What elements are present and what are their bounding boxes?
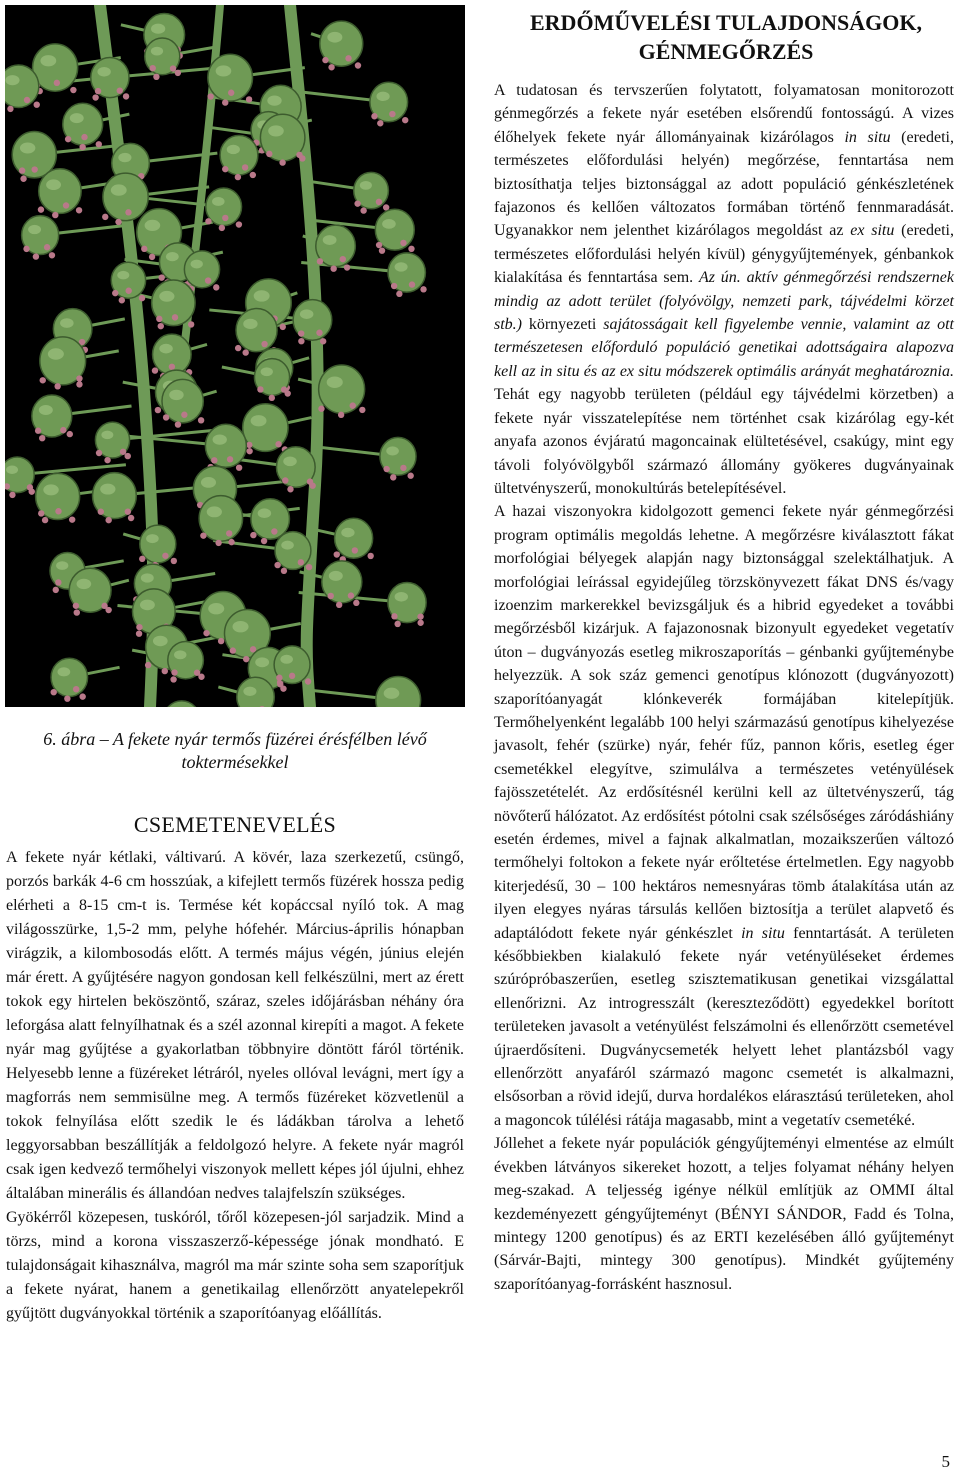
capsule-highlight [60, 318, 74, 328]
stigma-lobe [105, 517, 111, 523]
stigma-lobe [306, 564, 312, 570]
figure-caption [10, 728, 460, 774]
stigma-lobe [298, 330, 304, 336]
stigma-lobe [400, 465, 406, 471]
stigma-lobe [355, 62, 361, 68]
stigma-lobe [158, 274, 164, 280]
stigma-lobe [34, 101, 40, 107]
italic-term: ex situ [850, 222, 895, 240]
capsule-highlight [268, 125, 284, 136]
figure-caption-line-1: 6. ábra – A fekete nyár termős füzérei érésfélben lévő [43, 729, 427, 749]
stigma-lobe [158, 323, 164, 329]
capsule-highlight [145, 220, 161, 231]
left-column-text [6, 846, 464, 1326]
stigma-lobe [205, 218, 211, 224]
section-heading-line-2: GÉNMEGŐRZÉS [638, 39, 814, 64]
stigma-lobe [408, 246, 414, 252]
stigma-lobe [305, 678, 311, 684]
capsule-highlight [166, 252, 179, 261]
stigma-lobe [274, 562, 280, 568]
stigma-lobe [52, 212, 58, 218]
stigma-lobe [328, 593, 334, 599]
stigma-lobe [163, 414, 169, 420]
capsule [184, 251, 219, 288]
capsule-highlight [28, 225, 41, 234]
stigma-lobe [79, 144, 85, 150]
text-run: környezeti [522, 316, 604, 334]
stigma-lobe [101, 603, 107, 609]
capsule-highlight [213, 434, 227, 444]
stigma-lobe [407, 473, 413, 479]
capsule-highlight [174, 650, 186, 659]
stigma-lobe [39, 435, 45, 441]
stigma-lobe [360, 207, 366, 213]
capsule-highlight [227, 145, 240, 154]
capsule-highlight [191, 260, 203, 269]
small-caps-name: BÉNYI SÁNDOR [720, 1205, 843, 1223]
stigma-lobe [383, 466, 389, 472]
stigma-lobe [150, 65, 156, 71]
stigma-lobe [170, 65, 176, 71]
capsule-highlight [327, 376, 343, 387]
stigma-lobe [24, 97, 30, 103]
stigma-lobe [169, 364, 175, 370]
stigma-lobe [136, 624, 142, 630]
stigma-lobe [162, 668, 168, 674]
stigma-lobe [279, 159, 285, 165]
stigma-lobe [236, 464, 242, 470]
stigma-lobe [345, 55, 351, 61]
stigma-lobe [102, 214, 108, 220]
capsule-highlight [386, 446, 399, 455]
stigma-lobe [376, 199, 382, 205]
capsule [140, 525, 176, 563]
text-run: A tudatosan és tervszerűen folytatott, folyamatosan monitorozott génmegőrzés a fekete nyár esetében elsőrendű fontosságú. A vizes élőhelyek fekete nyár állományainak kizárólagos [494, 82, 954, 146]
capsule-highlight [329, 571, 343, 581]
stigma-lobe [20, 176, 26, 182]
stigma-lobe [320, 338, 326, 344]
stigma-lobe [277, 681, 283, 687]
capsule-highlight [56, 561, 68, 570]
stigma-lobe [7, 106, 13, 112]
stigma-lobe [318, 406, 324, 412]
stigma-lobe [276, 675, 282, 681]
stigma-lobe [269, 395, 275, 401]
stigma-lobe [92, 94, 98, 100]
capsule [5, 65, 39, 108]
stigma-lobe [219, 225, 225, 231]
stigma-lobe [281, 568, 287, 574]
stigma-lobe [336, 602, 342, 608]
stigma-lobe [170, 676, 176, 682]
capsule-highlight [395, 592, 408, 602]
stigma-lobe [23, 246, 29, 252]
stigma-lobe [27, 484, 33, 490]
capsule-highlight [6, 465, 18, 474]
stigma-lobe [171, 558, 177, 564]
stigma-lobe [40, 377, 46, 383]
stigma-lobe [228, 90, 234, 96]
capsule-highlight [159, 291, 174, 302]
capsule-highlight [140, 600, 155, 611]
capsule-highlight [267, 96, 281, 106]
stigma-lobe [280, 324, 286, 330]
stigma-lobe [340, 256, 346, 262]
stigma-lobe [200, 532, 206, 538]
stigma-lobe [156, 316, 162, 322]
stigma-lobe [389, 111, 395, 117]
capsule-highlight [300, 309, 314, 319]
stigma-lobe [76, 375, 82, 381]
stigma-lobe [222, 166, 228, 172]
stigma-lobe [136, 630, 142, 636]
text-run: (eredeti, természetes előfordulási helyén kívül) génygyűjtemények, génbankok kialakítása és fenntartása sem. [494, 222, 954, 287]
stigma-lobe [125, 508, 131, 514]
stigma-lobe [38, 206, 44, 212]
stigma-lobe [49, 252, 55, 258]
stigma-lobe [296, 152, 302, 158]
stigma-lobe [205, 277, 211, 283]
stigma-lobe [266, 151, 272, 157]
stigma-lobe [250, 532, 256, 538]
stigma-lobe [33, 253, 39, 259]
capsule-highlight [201, 477, 216, 488]
capsule-highlight [258, 508, 271, 518]
right-column-text [494, 79, 954, 1296]
capsule-highlight [233, 621, 249, 632]
stigma-lobe [261, 341, 267, 347]
stigma-lobe [379, 247, 385, 253]
capsule-highlight [208, 603, 224, 614]
stigma-lobe [402, 117, 408, 123]
stigma-lobe [74, 609, 80, 615]
capsule-highlight [212, 197, 225, 206]
capsule-highlight [327, 32, 342, 43]
stigma-lobe [352, 547, 358, 553]
stigma-lobe [64, 695, 70, 701]
stigma-lobe [316, 330, 322, 336]
capsule-highlight [141, 573, 154, 582]
stigma-lobe [104, 457, 110, 463]
stigma-lobe [353, 600, 359, 606]
stigma-lobe [338, 412, 344, 418]
stigma-lobe [128, 515, 134, 521]
capsule [51, 658, 87, 696]
stigma-lobe [73, 686, 79, 692]
stigma-lobe [417, 620, 423, 626]
stigma-lobe [257, 386, 263, 392]
stigma-lobe [60, 427, 66, 433]
stigma-lobe [181, 412, 187, 418]
stigma-lobe [213, 284, 219, 290]
capsule-highlight [254, 290, 270, 301]
stigma-lobe [69, 516, 75, 522]
stigma-lobe [298, 559, 304, 565]
capsule-highlight [243, 687, 256, 696]
stigma-lobe [76, 381, 82, 387]
stigma-lobe [9, 492, 15, 498]
capsule [236, 309, 277, 352]
stigma-lobe [215, 540, 221, 546]
stigma-lobe [417, 613, 423, 619]
stigma-lobe [222, 215, 228, 221]
stigma-lobe [203, 630, 209, 636]
stigma-lobe [275, 441, 281, 447]
capsule-highlight [360, 181, 372, 190]
stigma-lobe [67, 431, 73, 437]
capsule-highlight [20, 143, 35, 154]
stigma-lobe [391, 613, 397, 619]
italic-term: in situ [844, 128, 891, 146]
stigma-lobe [350, 402, 356, 408]
stigma-lobe [172, 314, 178, 320]
stigma-lobe [390, 474, 396, 480]
stigma-lobe [145, 662, 151, 668]
stigma-lobe [218, 638, 224, 644]
stigma-lobe [400, 240, 406, 246]
text-run: A hazai viszonyokra kidolgozott gemenci fekete nyár génmegőrzési program optimális megoldás lehetne. A megőrzésre kiválasztott fákat morfológiai bélyegek alapján nagy biztonsággal szelektálhatjuk. A morfológiai leírással egyidejűleg törzskönyvezett fákat DNS és/vagy izoenzim markerekkel bevizsgáljuk és a hibrid egyedeket a további megőrzésből kizárjuk. A fajazonosnak bizonyult egyedeket vegetatív úton – dugványozás esetleg mikroszaporítás – génbanki gyűjteménybe helyezzük. A sok száz gemenci genotípus klónozott (dugványozott) szaporítóanyagát klónkeverék formájában kitelepítjük. Termőhelyenként legalább 100 helyi származású genotípus kihelyezése javasolt, fehér (szürke) nyár, fehér fűz, pannon kőris, esetleg éger csemetékkel elegyítve, szimulálva a természetes vetényülések fajösszetételét. Az erdősítésnél kerülni kell az ültetvényszerű, tág növőterű hálózatot. Az erdősítést pótolni csak szélsőséges záródáshiány esetén érdemes, mivel a fajnak alkalmatlan, mozaikszerűen változó termőhelyi foltokon a fekete nyár erőltetése értelmetlen. Egy nagyobb kiterjedésű, 30 – 100 hektáros nemesnyáras tömb átalakítása után az ilyen elegyes nyáras társulás kellően biztosítja a terület alapvető és adaptálódott fekete nyár génkészlet [494, 503, 954, 942]
stigma-lobe [289, 673, 295, 679]
figure-caption-line-2: toktermésekkel [181, 752, 289, 772]
right-paragraph-1 [494, 79, 954, 500]
stigma-lobe [53, 587, 59, 593]
section-heading-genmegorzes [496, 8, 956, 66]
capsule-highlight [341, 528, 354, 538]
capsule-highlight [159, 344, 172, 354]
stigma-lobe [51, 689, 57, 695]
section-heading-csemetenevelés: CSEMETENEVELÉS [133, 812, 337, 837]
italic-term: in situ [741, 924, 785, 942]
stigma-lobe [54, 383, 60, 389]
stigma-lobe [81, 134, 87, 140]
stigma-lobe [367, 553, 373, 559]
stigma-lobe [63, 202, 69, 208]
text-run: Jóllehet a fekete nyár populációk géngyűjteményi elmentése az elmúlt években látványos sikereket hozott, a teljes folyamat néhány helyen meg-szakad. A teljesség igénye nélkül említjük az OMMI által kezdeményezett géngyűjteményt ( [494, 1135, 954, 1223]
stigma-lobe [359, 407, 365, 413]
stigma-lobe [246, 448, 252, 454]
stigma-lobe [139, 556, 145, 562]
stigma-lobe [119, 297, 125, 303]
capsule-highlight [280, 655, 293, 664]
text-run: (eredeti, természetes előfordulási helyén) megőrzése, fenntartása nem biztosíthatja teljes biztonsággal az adott populáció génkészletének fajazonos és kellően változatos formában történő fennmaradását. Ugyanakkor nem jelenthet kizárólagos megoldást az [494, 128, 954, 240]
capsule-highlight [118, 153, 131, 162]
stigma-lobe [194, 669, 200, 675]
stigma-lobe [153, 74, 159, 80]
stigma-lobe [376, 242, 382, 248]
stigma-lobe [175, 70, 181, 76]
stigma-lobe [125, 209, 131, 215]
stigma-lobe [175, 421, 181, 427]
stigma-lobe [65, 136, 71, 142]
stigma-lobe [235, 174, 241, 180]
right-paragraph-3 [494, 1132, 954, 1296]
catkin-illustration [5, 5, 465, 707]
capsule-highlight [382, 219, 396, 229]
stigma-lobe [236, 221, 242, 227]
stigma-lobe [55, 579, 61, 585]
stigma-lobe [42, 517, 48, 523]
stigma-lobe [328, 64, 334, 70]
left-paragraph-2: Gyökérről közepesen, tuskóról, tőről közepesen-jól sarjadzik. Mind a törzs, mind a korona visszaszerző-képessége jónak mondható. E tulajdonságait kihasználva, magról ma már szinte soha sem szaporítjuk a fekete nyárat, hanem a genetikailag ellenőrzött anyatelepekről gyűjtött dugványokkal történik a szaporítóanyag előállítás. [6, 1209, 464, 1322]
capsule-highlight [117, 271, 129, 280]
stigma-lobe [171, 669, 177, 675]
section-heading-line-1: ERDŐMŰVELÉSI TULAJDONSÁGOK, [530, 10, 922, 35]
stigma-lobe [227, 456, 233, 462]
stigma-lobe [35, 428, 41, 434]
stigma-lobe [228, 539, 234, 545]
stigma-lobe [198, 417, 204, 423]
stigma-lobe [98, 509, 104, 515]
stigma-lobe [120, 449, 126, 455]
stigma-lobe [222, 99, 228, 105]
stigma-lobe [243, 656, 249, 662]
capsule-highlight [395, 262, 408, 271]
stigma-lobe [261, 538, 267, 544]
stigma-lobe [19, 167, 25, 173]
stigma-lobe [31, 166, 37, 172]
capsule-highlight [5, 75, 19, 85]
stigma-lobe [152, 367, 158, 373]
capsule-highlight [376, 92, 389, 101]
page-number: 5 [941, 1452, 950, 1471]
stigma-lobe [235, 345, 241, 351]
stigma-lobe [211, 457, 217, 463]
stigma-lobe [344, 264, 350, 270]
stigma-lobe [348, 592, 354, 598]
capsule-highlight [39, 405, 53, 415]
stigma-lobe [79, 693, 85, 699]
stigma-lobe [371, 113, 377, 119]
stigma-lobe [377, 120, 383, 126]
capsule-highlight [261, 367, 273, 376]
stigma-lobe [409, 281, 415, 287]
capsule [39, 169, 81, 214]
stigma-lobe [271, 528, 277, 534]
stigma-lobe [246, 96, 252, 102]
stigma-lobe [95, 88, 101, 94]
capsule-highlight [97, 67, 110, 77]
capsule-highlight [216, 65, 232, 76]
stigma-lobe [112, 290, 118, 296]
left-paragraph-1: A fekete nyár kétlaki, váltivarú. A kövér, laza szerkezetű, csüngő, porzós barkák 4-6 cm hosszúak, a kifejlett termős füzérek hossza pedig elérheti a 8-15 cm-t is. Termése két kopáccsal nyíló tok. A mag világosszürke, 1,5-2 mm, pelyhe hófehér. Március-április hónapban virágzik, a kilombosodás előtt. A termés május végén, június elején már érett. A gyűjtésére nagyon gondosan kell felkészülni, mert az érett tokok egy hirtelen beköszöntő, száraz, szeles időjárásban néhány óra leforgása alatt felnyílhatnak és a szél azonnal kirepíti a magot. A fekete nyár mag gyűjtése a gyakorlatban többnyire döntött fáról történik. Helyesebb lenne a füzéreket létráról, nyeles ollóval levágni, mert így a magforrás nem semmisülne meg. A termős füzéreket közvetlenül a tokok felnyílása előtt szedik le és ládákban tárolva a lehető leggyorsabban beszállítják a feldolgozó helyre. A fekete nyár magról csak igen kedvező termőhelyi viszonyok mellett képes jól újulni, ehhez általában minerális és állandóan nedves talajfelszín szükséges. [6, 849, 464, 1202]
stigma-lobe [242, 164, 248, 170]
figure-photo-poplar-catkins [5, 5, 465, 707]
stigma-lobe [115, 219, 121, 225]
capsule-highlight [255, 657, 269, 667]
capsule-highlight [77, 579, 92, 589]
stigma-lobe [123, 93, 129, 99]
capsule-highlight [57, 667, 70, 676]
capsule-highlight [43, 484, 58, 495]
stigma-lobe [139, 295, 145, 301]
stigma-lobe [117, 87, 123, 93]
right-paragraph-2 [494, 500, 954, 1132]
stigma-lobe [354, 200, 360, 206]
text-run: fenntartását. A területen későbbiekben kialakuló fekete nyár vetényüléseket érdemes szúrópróbaszerűen, esetleg szisztematikusan genetikai vizsgálattal ellenőrizni. Az introgresszált (kereszteződött) egyedekkel borított területeken javasolt a vetényülést felszámolni és ellenőrzött csemetével újraerdősíteni. Dugványcsemeték helyett lehet plantázsból vagy ellenőrzött anyafáról származó magonc csemetét is alkalmazni, elsősorban a rövid idejű, durva hordalékos elárasztású területeken, ahol a magoncok túlélési rátája magasabb, mint a vegetatív csemetéké. [494, 924, 954, 1129]
stigma-lobe [282, 477, 288, 483]
stigma-lobe [394, 621, 400, 627]
italic-passage: Az ún. aktív génmegőrzési rendszernek mindig az adott terület (folyóvölgy, nemzeti park, tájvédelmi körzet stb.) [494, 269, 954, 334]
stigma-lobe [420, 286, 426, 292]
capsule-highlight [70, 113, 84, 123]
stigma-lobe [96, 141, 102, 147]
capsule-highlight [323, 235, 337, 245]
stigma-lobe [96, 450, 102, 456]
stigma-lobe [242, 349, 248, 355]
capsule-highlight [146, 534, 159, 543]
capsule-highlight [283, 456, 297, 466]
stigma-lobe [396, 291, 402, 297]
stigma-lobe [298, 338, 304, 344]
stigma-lobe [125, 288, 131, 294]
capsule-highlight [153, 636, 168, 646]
stigma-lobe [38, 510, 44, 516]
italic-passage: sajátosságait kell figyelembe vennie, valamint az ott természetesen előforduló populáció genetikai adottságaira alapozva kell az in situ és az ex situ módszerek optimális arányát meghatároznia. [494, 316, 954, 380]
stigma-lobe [141, 246, 147, 252]
capsule-highlight [384, 688, 400, 699]
stigma-lobe [70, 87, 76, 93]
capsule-highlight [207, 506, 222, 517]
capsule-highlight [151, 47, 163, 56]
stigma-lobe [230, 647, 236, 653]
stigma-lobe [188, 321, 194, 327]
stigma-lobe [322, 57, 328, 63]
stigma-lobe [307, 478, 313, 484]
capsule-highlight [100, 484, 115, 495]
stigma-lobe [54, 80, 60, 86]
capsule-highlight [251, 415, 267, 426]
stigma-lobe [44, 244, 50, 250]
capsule-highlight [169, 390, 183, 400]
stigma-lobe [334, 551, 340, 557]
stigma-lobe [391, 283, 397, 289]
capsule-highlight [111, 184, 127, 195]
capsule-highlight [40, 55, 56, 66]
stigma-lobe [317, 258, 323, 264]
stigma-lobe [287, 486, 293, 492]
stigma-lobe [149, 254, 155, 260]
stigma-lobe [155, 407, 161, 413]
text-run: Tehát egy nagyobb területen (például egy tájvédelmi körzetben) a fekete nyár visszatelepítése nem történhet csak kizárólag egy-két anyafa azonos évjáratú magoncainak elültetésével, csakúgy, mint egy távoli folyóvölgyből származó állomány gyökeres dugványainak ültetvényszerű, monokultúrás betelepítésével. [494, 386, 954, 497]
stigma-lobe [55, 508, 61, 514]
capsule-highlight [151, 24, 165, 34]
capsule-highlight [46, 179, 61, 190]
capsule [251, 499, 290, 539]
stigma-lobe [73, 603, 79, 609]
capsule-highlight [101, 431, 113, 440]
stigma-lobe [226, 530, 232, 536]
stigma-lobe [281, 386, 287, 392]
stigma-lobe [207, 93, 213, 99]
stigma-lobe [162, 553, 168, 559]
capsule-highlight [243, 319, 257, 329]
stigma-lobe [250, 172, 256, 178]
capsule-highlight [281, 541, 294, 550]
stigma-lobe [330, 265, 336, 271]
text-run: , Fadd és Tolna, mintegy 1200 genotípus) és az ERTI kezelésében álló gyűjteményt (Sárvár-Bajti, mintegy 300 genotípus). Mindkét gyűjtemény szaporítóanyag-forrásként hasznosul. [494, 1205, 955, 1293]
stigma-lobe [76, 207, 82, 213]
capsule-highlight [48, 348, 64, 359]
capsule [319, 365, 365, 413]
